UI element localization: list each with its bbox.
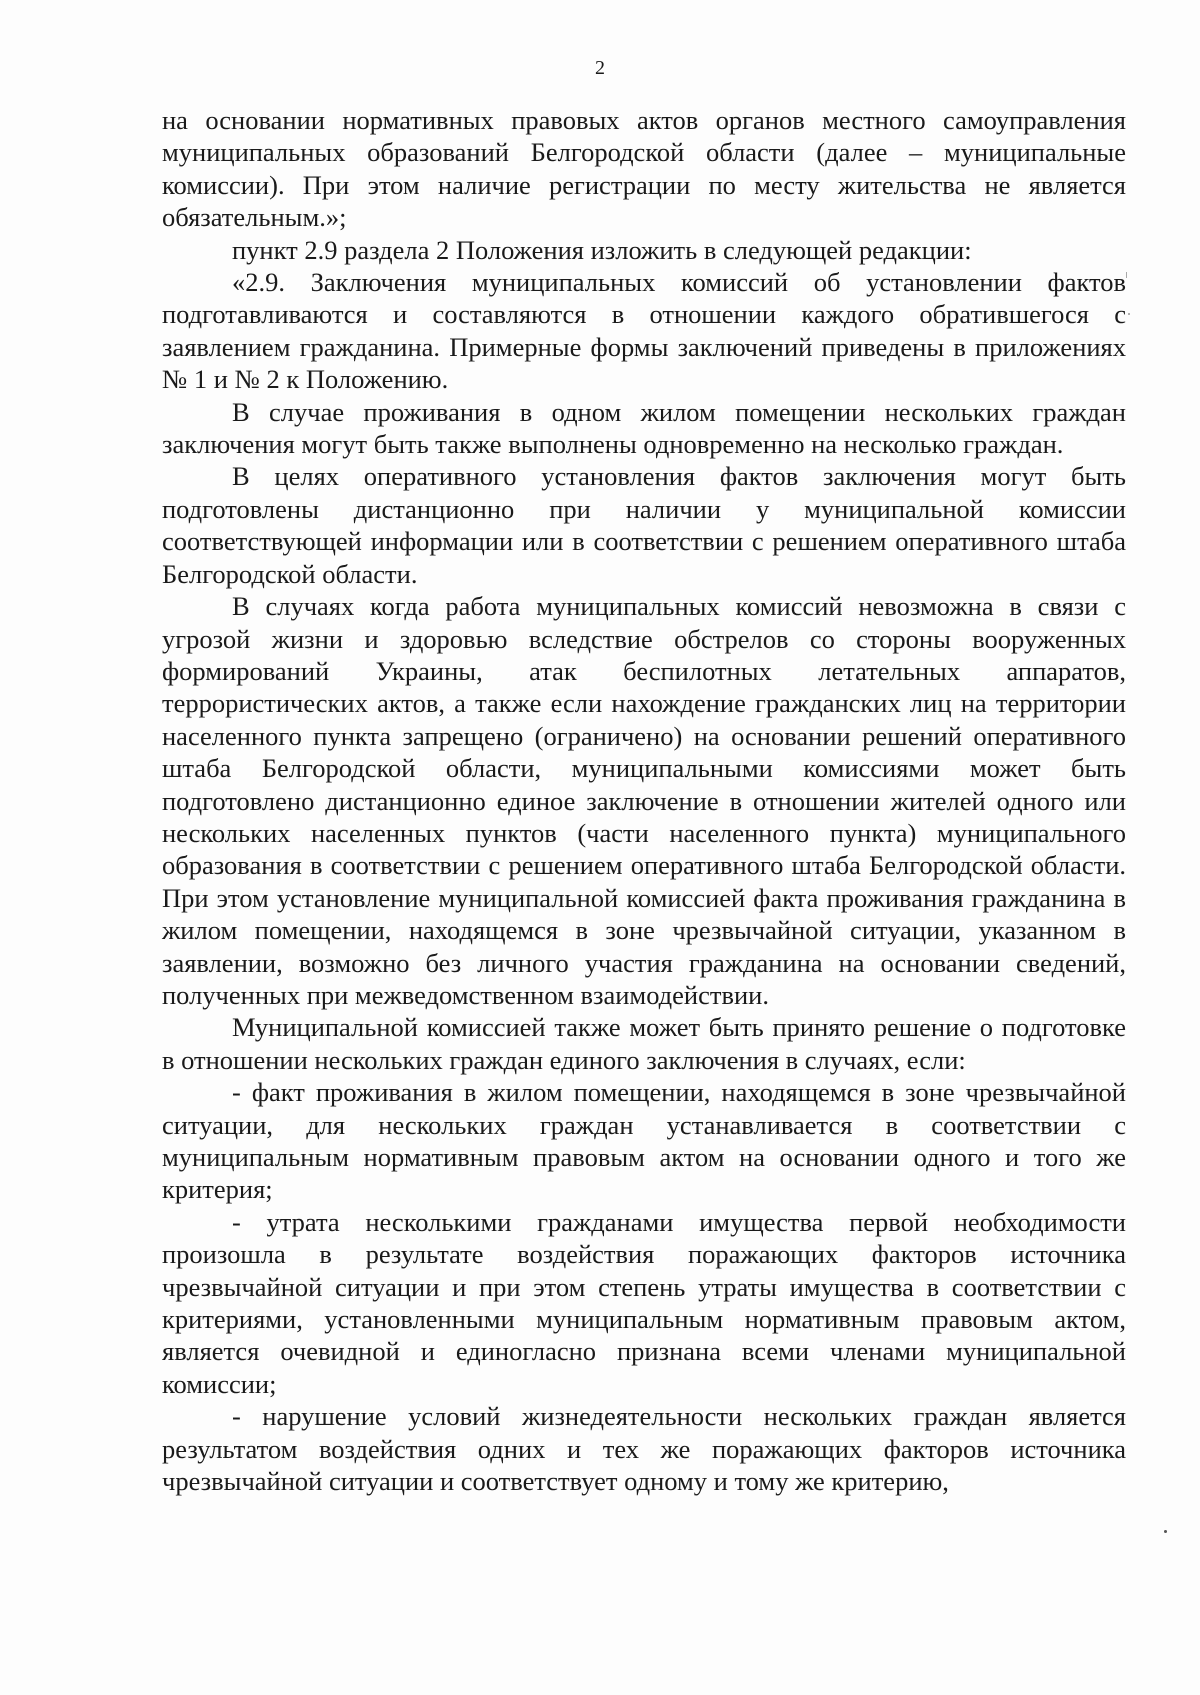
paragraph-5: В целях оперативного установления фактов заключения могут быть подготовлены дистанционно при наличии у муниципальной комиссии соответствующей информации или в соответствии с решением оперативного штаба Белгородской области.	[162, 461, 1126, 589]
scan-speck	[1126, 272, 1127, 278]
page-number: 2	[595, 57, 605, 79]
paragraph-10: - нарушение условий жизнедеятельности нескольких граждан является результатом воздействия одних и тех же поражающих факторов источника чрезвычайной ситуации и соответствует одному и тому же критерию,	[162, 1401, 1126, 1497]
paragraph-9: - утрата несколькими гражданами имущества первой необходимости произошла в результате воздействия поражающих факторов источника чрезвычайной ситуации и при этом степень утраты имущества в соответствии с критериями, установленными муниципальным нормативным правовым актом, является очевидной и единогласно признана всеми членами муниципальной комиссии;	[162, 1206, 1126, 1399]
document-body	[162, 104, 1126, 1497]
scan-speck	[1128, 313, 1130, 315]
paragraph-2: пункт 2.9 раздела 2 Положения изложить в следующей редакции:	[232, 234, 972, 265]
paragraph-4: В случае проживания в одном жилом помещении нескольких граждан заключения могут быть также выполнены одновременно на несколько граждан.	[162, 396, 1126, 460]
paragraph-3: «2.9. Заключения муниципальных комиссий об установлении фактов подготавливаются и составляются в отношении каждого обратившегося с заявлением гражданина. Примерные формы заключений приведены в приложениях № 1 и № 2 к Положению.	[162, 267, 1126, 395]
paragraph-6: В случаях когда работа муниципальных комиссий невозможна в связи с угрозой жизни и здоровью вследствие обстрелов со стороны вооруженных формирований Украины, атак беспилотных летательных аппаратов, террористических актов, а также если нахождение гражданских лиц на территории населенного пункта запрещено (ограничено) на основании решений оперативного штаба Белгородской области, муниципальными комиссиями может быть подготовлено дистанционно единое заключение в отношении жителей одного или нескольких населенных пунктов (части населенного пункта) муниципального образования в соответствии с решением оперативного штаба Белгородской области. При этом установление муниципальной комиссией факта проживания гражданина в жилом помещении, находящемся в зоне чрезвычайной ситуации, указанном в заявлении, возможно без личного участия гражданина на основании сведений, полученных при межведомственном взаимодействии.	[162, 591, 1126, 1010]
paragraph-1: на основании нормативных правовых актов органов местного самоуправления муниципальных образований Белгородской области (далее – муниципальные комиссии). При этом наличие регистрации по месту жительства не является обязательным.»;	[162, 105, 1126, 233]
paragraph-7: Муниципальной комиссией также может быть принято решение о подготовке в отношении нескольких граждан единого заключения в случаях, если:	[162, 1012, 1126, 1075]
paragraph-8: - факт проживания в жилом помещении, находящемся в зоне чрезвычайной ситуации, для нескольких граждан устанавливается в соответствии с муниципальным нормативным правовым актом на основании одного и того же критерия;	[162, 1077, 1126, 1205]
scan-speck	[1164, 1530, 1167, 1533]
